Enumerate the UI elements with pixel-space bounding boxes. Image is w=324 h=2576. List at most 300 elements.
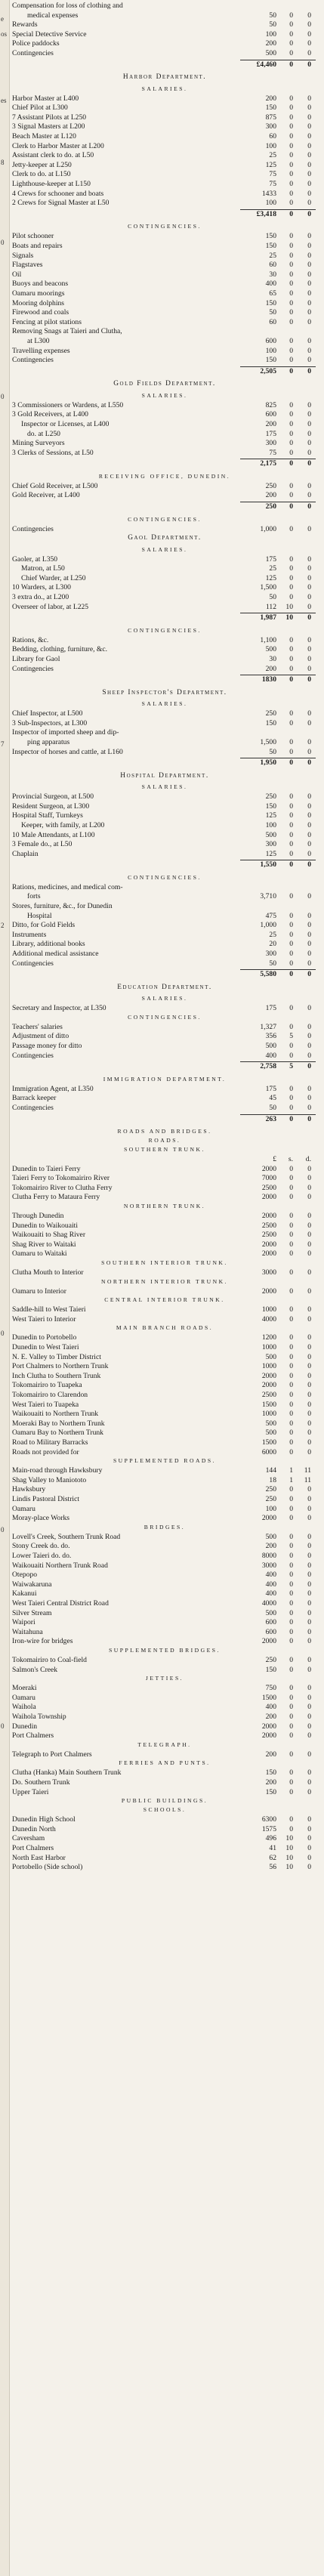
amount-pounds: 356	[265, 1032, 276, 1041]
amount-pence: 0	[307, 675, 311, 684]
amount-pence: 0	[307, 317, 311, 326]
row-description: 3 Commissioners or Wardens, at L550	[12, 400, 124, 409]
left-margin-gutter	[0, 0, 10, 2576]
row-description: Dunedin to Taieri Ferry	[12, 1164, 81, 1173]
subsection-heading: SALARIES.	[141, 85, 188, 92]
subsection-heading: SOUTHERN INTERIOR TRUNK.	[101, 1259, 228, 1266]
amount-pence: 0	[307, 1580, 311, 1589]
row-description: 3 Signal Masters at L200	[12, 122, 85, 131]
amount-pounds: 2500	[261, 1231, 276, 1240]
amount-pounds: 825	[265, 400, 276, 409]
amount-shillings: 0	[289, 820, 293, 829]
amount-pence: 0	[307, 1268, 311, 1277]
amount-shillings: 0	[289, 1824, 293, 1833]
section-heading: Education Department.	[117, 983, 212, 991]
amount-pence: 0	[307, 1381, 311, 1390]
row-description: Passage money for ditto	[12, 1042, 82, 1050]
amount-pence: 0	[307, 1094, 311, 1103]
amount-shillings: 0	[289, 1391, 293, 1399]
amount-pence: 0	[307, 1722, 311, 1731]
amount-pence: 0	[307, 270, 311, 279]
amount-pounds: 150	[265, 232, 276, 241]
amount-pounds: £	[273, 1155, 276, 1163]
amount-pounds: 250	[265, 792, 276, 802]
amount-pounds: 500	[265, 1419, 276, 1428]
amount-pounds: 200	[265, 419, 276, 428]
amount-pence: 0	[307, 1429, 311, 1438]
amount-pounds: 62	[269, 1853, 276, 1862]
row-description: Port Chalmers to Northern Trunk	[12, 1362, 109, 1371]
amount-shillings: 0	[289, 758, 293, 768]
amount-shillings: 0	[289, 122, 293, 131]
amount-pence: 0	[307, 709, 311, 718]
amount-pence: 0	[307, 1618, 311, 1627]
row-description: Contingencies	[12, 1103, 54, 1112]
row-description: Oamaru	[12, 1504, 35, 1513]
amount-pounds: 125	[265, 811, 276, 820]
amount-pence: 0	[307, 1183, 311, 1192]
row-description: Contingencies	[12, 1051, 54, 1060]
amount-pounds: 200	[265, 491, 276, 500]
amount-pence: 0	[307, 1249, 311, 1259]
row-description: Moray-place Works	[12, 1514, 70, 1523]
row-description: Boats and repairs	[12, 241, 63, 250]
row-description: Clutha Mouth to Interior	[12, 1268, 84, 1277]
row-description: Chief Gold Receiver, at L500	[12, 481, 98, 490]
amount-pence: 0	[307, 410, 311, 419]
amount-shillings: 0	[289, 429, 293, 438]
amount-pence: 0	[307, 29, 311, 39]
amount-shillings: 0	[289, 1542, 293, 1551]
amount-pounds: 8000	[261, 1552, 276, 1560]
row-description: 10 Male Attendants, at L100	[12, 830, 95, 839]
amount-shillings: 0	[289, 11, 293, 20]
amount-pounds: 50	[269, 11, 276, 20]
amount-pence: 0	[307, 1665, 311, 1674]
amount-pence: 0	[307, 251, 311, 260]
amount-pence: 0	[307, 261, 311, 270]
row-description: Silver Stream	[12, 1608, 52, 1617]
row-description: Iron-wire for bridges	[12, 1637, 73, 1646]
amount-pounds: 75	[269, 448, 276, 457]
row-description: Chief Inspector, at L500	[12, 709, 83, 718]
amount-shillings: 0	[289, 1305, 293, 1314]
row-description: 10 Warders, at L300	[12, 583, 71, 592]
amount-shillings: 0	[289, 1183, 293, 1192]
row-description: Beach Master at L120	[12, 132, 76, 141]
amount-pounds: 500	[265, 49, 276, 57]
amount-pounds: 500	[265, 1352, 276, 1361]
row-description: Waikouaiti Northern Trunk Road	[12, 1561, 108, 1570]
amount-pence: 0	[307, 1362, 311, 1371]
amount-shillings: 0	[289, 564, 293, 573]
amount-pence: 0	[307, 840, 311, 849]
row-description: Teachers' salaries	[12, 1022, 63, 1031]
amount-pence: 0	[307, 635, 311, 644]
amount-shillings: 0	[289, 1231, 293, 1240]
amount-pence: 0	[307, 1333, 311, 1342]
row-description: Upper Taieri	[12, 1787, 49, 1796]
amount-shillings: 0	[289, 346, 293, 355]
amount-pounds: 2,175	[260, 459, 276, 468]
amount-pence: 0	[307, 1410, 311, 1419]
row-description: 3 Female do., at L50	[12, 840, 73, 849]
amount-pence: 0	[307, 1286, 311, 1296]
amount-pounds: 6000	[261, 1447, 276, 1456]
amount-shillings: 0	[289, 141, 293, 150]
row-description: Waiwakaruna	[12, 1580, 52, 1589]
amount-pence: 0	[307, 1305, 311, 1314]
row-description: Hawksbury	[12, 1485, 46, 1494]
amount-pounds: 2000	[261, 1381, 276, 1390]
row-description: Waitahuna	[12, 1627, 43, 1636]
amount-pence: 0	[307, 1514, 311, 1523]
amount-pounds: 150	[265, 1768, 276, 1778]
row-description: Oamaru moorings	[12, 289, 65, 298]
amount-pence: 0	[307, 564, 311, 573]
amount-shillings: 0	[289, 1608, 293, 1617]
amount-pounds: 1500	[261, 1438, 276, 1447]
amount-shillings: 0	[289, 1589, 293, 1598]
amount-shillings: 0	[289, 840, 293, 849]
amount-pounds: 400	[265, 1571, 276, 1580]
amount-shillings: 0	[289, 400, 293, 409]
amount-pounds: 6300	[261, 1815, 276, 1824]
amount-pounds: 144	[265, 1466, 276, 1475]
amount-shillings: 0	[289, 940, 293, 949]
amount-pence: 0	[307, 1485, 311, 1494]
amount-shillings: 0	[289, 241, 293, 250]
amount-pounds: 300	[265, 840, 276, 849]
amount-pounds: 875	[265, 113, 276, 122]
amount-pence: 0	[307, 11, 311, 20]
amount-pounds: 150	[265, 718, 276, 727]
section-heading: Harbor Department.	[122, 73, 207, 82]
subsection-heading: CONTINGENCIES.	[128, 873, 202, 881]
amount-pounds: 3000	[261, 1268, 276, 1277]
amount-shillings: 0	[289, 261, 293, 270]
amount-pounds: 175	[265, 554, 276, 564]
amount-pounds: 175	[265, 429, 276, 438]
amount-pence: 0	[307, 950, 311, 958]
row-description: Pilot schooner	[12, 232, 54, 241]
amount-shillings: 0	[289, 1410, 293, 1419]
amount-pounds: 400	[265, 1703, 276, 1712]
amount-pence: 0	[307, 1103, 311, 1112]
amount-pounds: 500	[265, 1532, 276, 1541]
amount-shillings: 0	[289, 1571, 293, 1580]
amount-pence: 0	[307, 593, 311, 601]
amount-pence: 0	[307, 439, 311, 448]
amount-shillings: 0	[289, 1343, 293, 1351]
amount-pence: 0	[307, 820, 311, 829]
amount-shillings: 0	[289, 160, 293, 169]
amount-shillings: 0	[289, 654, 293, 663]
row-description: Waikouaiti to Shag River	[12, 1231, 86, 1240]
amount-shillings: 0	[289, 1514, 293, 1523]
row-description: Inch Clutha to Southern Trunk	[12, 1371, 101, 1380]
row-description: Buoys and beacons	[12, 280, 69, 289]
amount-shillings: 10	[285, 613, 293, 622]
amount-pence: 0	[307, 1495, 311, 1503]
amount-pounds: 60	[269, 261, 276, 270]
amount-pence: 0	[307, 1571, 311, 1580]
amount-pounds: 1,550	[260, 860, 276, 869]
amount-pounds: 1200	[261, 1333, 276, 1342]
amount-pounds: 500	[265, 1608, 276, 1617]
amount-shillings: 0	[289, 410, 293, 419]
amount-pounds: 200	[265, 39, 276, 48]
amount-pounds: 496	[265, 1834, 276, 1843]
row-description: Travelling expenses	[12, 346, 70, 355]
section-heading: Sheep Inspector's Department.	[102, 688, 227, 697]
row-description: Port Chalmers	[12, 1844, 54, 1852]
amount-pounds: 25	[269, 151, 276, 160]
amount-pence: 0	[307, 1062, 311, 1071]
row-description: Dunedin to Portobello	[12, 1333, 77, 1342]
amount-pence: 0	[307, 1853, 311, 1862]
amount-shillings: 0	[289, 1221, 293, 1230]
row-description: Stony Creek do. do.	[12, 1542, 70, 1551]
row-description: Inspector of imported sheep and dip-	[12, 728, 119, 737]
row-description: Oamaru	[12, 1693, 35, 1702]
amount-shillings: 0	[289, 180, 293, 188]
amount-shillings: 0	[289, 811, 293, 820]
amount-pence: 0	[307, 1768, 311, 1778]
amount-pence: 0	[307, 860, 311, 869]
row-description: Mining Surveyors	[12, 439, 65, 448]
amount-pounds: 2500	[261, 1391, 276, 1399]
amount-shillings: 0	[289, 1768, 293, 1778]
amount-pence: 0	[307, 1438, 311, 1447]
amount-shillings: 0	[289, 1637, 293, 1646]
amount-shillings: 0	[289, 199, 293, 208]
row-description: Waikouaiti to Northern Trunk	[12, 1410, 99, 1419]
amount-pence: 0	[307, 232, 311, 241]
row-description: N. E. Valley to Timber District	[12, 1352, 101, 1361]
amount-shillings: 0	[289, 645, 293, 654]
amount-pounds: £4,460	[256, 60, 276, 69]
amount-shillings: 10	[285, 1844, 293, 1852]
amount-shillings: 0	[289, 1713, 293, 1721]
amount-shillings: 0	[289, 1485, 293, 1494]
amount-pence: 0	[307, 718, 311, 727]
amount-pounds: 400	[265, 1051, 276, 1060]
amount-shillings: 0	[289, 189, 293, 198]
row-description: Caversham	[12, 1834, 45, 1843]
amount-shillings: 0	[289, 1447, 293, 1456]
amount-shillings: 0	[289, 792, 293, 802]
amount-pence: 0	[307, 1693, 311, 1702]
row-description: Waihola Township	[12, 1713, 66, 1721]
amount-pounds: 1,500	[260, 737, 276, 746]
amount-pence: 0	[307, 1032, 311, 1041]
amount-shillings: 0	[289, 1429, 293, 1438]
amount-pence: 0	[307, 366, 311, 375]
amount-shillings: 0	[289, 1249, 293, 1259]
amount-pounds: 175	[265, 1084, 276, 1093]
amount-pounds: 300	[265, 122, 276, 131]
amount-pence: 0	[307, 298, 311, 307]
amount-pounds: 56	[269, 1863, 276, 1872]
amount-pence: 0	[307, 1221, 311, 1230]
amount-pounds: 2000	[261, 1212, 276, 1220]
row-description: Dunedin High School	[12, 1815, 76, 1824]
amount-shillings: 0	[289, 356, 293, 365]
amount-shillings: 0	[289, 1268, 293, 1277]
amount-pence: 0	[307, 1022, 311, 1031]
amount-pence: 0	[307, 830, 311, 839]
amount-shillings: s.	[288, 1155, 293, 1163]
margin-fragment: 0	[1, 239, 5, 246]
subsection-heading: MAIN BRANCH ROADS.	[116, 1324, 214, 1332]
amount-pence: 0	[307, 141, 311, 150]
amount-pounds: 50	[269, 747, 276, 756]
margin-fragment: 0	[1, 1330, 5, 1337]
amount-pounds: 2000	[261, 1164, 276, 1173]
amount-pounds: 400	[265, 1589, 276, 1598]
amount-pence: 0	[307, 1608, 311, 1617]
amount-pence: 0	[307, 189, 311, 198]
row-description: Police paddocks	[12, 39, 60, 48]
row-description: Dunedin North	[12, 1824, 56, 1833]
amount-pounds: 600	[265, 1627, 276, 1636]
row-description: Moeraki Bay to Northern Trunk	[12, 1419, 105, 1428]
amount-pence: 0	[307, 1713, 311, 1721]
row-description: Do. Southern Trunk	[12, 1778, 70, 1787]
amount-pence: 0	[307, 419, 311, 428]
row-description: at L300	[27, 336, 50, 345]
row-description: Chaplain	[12, 849, 39, 858]
amount-pence: 0	[307, 132, 311, 141]
amount-shillings: 0	[289, 1094, 293, 1103]
row-description: Flagstaves	[12, 261, 43, 270]
amount-shillings: 1	[289, 1466, 293, 1475]
amount-shillings: 0	[289, 737, 293, 746]
amount-shillings: 0	[289, 1599, 293, 1608]
subsection-heading: SALARIES.	[141, 391, 188, 399]
row-description: Contingencies	[12, 49, 54, 57]
row-description: Lighthouse-keeper at L150	[12, 180, 91, 188]
amount-shillings: 0	[289, 1722, 293, 1731]
amount-pence: 0	[307, 1844, 311, 1852]
amount-pence: 0	[307, 1561, 311, 1570]
row-description: Kakanui	[12, 1589, 37, 1598]
subsection-heading: CONTINGENCIES.	[128, 223, 202, 230]
amount-pence: 0	[307, 429, 311, 438]
row-description: Additional medical assistance	[12, 950, 99, 958]
amount-pounds: 25	[269, 251, 276, 260]
subsection-heading: TELEGRAPH.	[137, 1740, 192, 1748]
amount-pence: 0	[307, 892, 311, 901]
row-description: Contingencies	[12, 356, 54, 365]
amount-pence: 0	[307, 103, 311, 113]
amount-shillings: 0	[289, 1286, 293, 1296]
amount-shillings: 0	[289, 1504, 293, 1513]
amount-pounds: 150	[265, 1787, 276, 1796]
amount-pence: 0	[307, 502, 311, 511]
subsection-heading: SALARIES.	[141, 545, 188, 553]
amount-pence: 0	[307, 1863, 311, 1872]
amount-pounds: 2000	[261, 1371, 276, 1380]
row-description: Otepopo	[12, 1571, 38, 1580]
amount-shillings: 0	[289, 113, 293, 122]
amount-pence: 0	[307, 241, 311, 250]
amount-shillings: 0	[289, 1022, 293, 1031]
subsection-heading: SALARIES.	[141, 783, 188, 791]
amount-pounds: 250	[265, 1495, 276, 1503]
amount-pounds: 200	[265, 1542, 276, 1551]
row-description: 4 Crews for schooner and boats	[12, 189, 104, 198]
amount-shillings: 0	[289, 1731, 293, 1740]
row-description: Shag River to Waitaki	[12, 1240, 76, 1249]
amount-pounds: 1,500	[260, 583, 276, 592]
amount-pence: 0	[307, 94, 311, 103]
amount-shillings: 0	[289, 289, 293, 298]
amount-pence: 0	[307, 602, 311, 611]
amount-pence: 0	[307, 921, 311, 930]
amount-pence: 0	[307, 346, 311, 355]
amount-pounds: 1000	[261, 1410, 276, 1419]
margin-fragment: 7	[1, 740, 5, 748]
subsection-heading: SALARIES.	[141, 995, 188, 1002]
row-description: Matron, at L50	[21, 564, 65, 573]
amount-pounds: 50	[269, 308, 276, 317]
amount-pence: 0	[307, 1174, 311, 1183]
margin-fragment: 0	[1, 393, 5, 400]
row-description: Oamaru to Waitaki	[12, 1249, 67, 1259]
row-description: Assistant clerk to do. at L50	[12, 151, 94, 160]
margin-fragment: 2	[1, 922, 5, 929]
amount-pounds: 250	[265, 1656, 276, 1664]
amount-shillings: 0	[289, 1352, 293, 1361]
amount-pounds: 500	[265, 1429, 276, 1438]
row-description: Harbor Master at L400	[12, 94, 79, 103]
amount-pence: 0	[307, 1703, 311, 1712]
row-description: Gaoler, at L350	[12, 554, 58, 564]
row-description: Hospital Staff, Turnkeys	[12, 811, 83, 820]
amount-shillings: 0	[289, 1174, 293, 1183]
amount-shillings: 0	[289, 459, 293, 468]
amount-shillings: 0	[289, 366, 293, 375]
amount-pence: 0	[307, 849, 311, 858]
amount-pounds: 100	[265, 1504, 276, 1513]
row-description: Oamaru Bay to Northern Trunk	[12, 1429, 103, 1438]
amount-pounds: 75	[269, 170, 276, 179]
row-description: Special Detective Service	[12, 29, 87, 39]
amount-pounds: 750	[265, 1684, 276, 1693]
amount-pounds: 2000	[261, 1722, 276, 1731]
amount-pence: 0	[307, 1343, 311, 1351]
amount-shillings: 0	[289, 1787, 293, 1796]
subsection-heading: NORTHERN INTERIOR TRUNK.	[100, 1277, 229, 1285]
amount-pence: 0	[307, 554, 311, 564]
amount-pounds: 1,100	[260, 635, 276, 644]
amount-pence: 0	[307, 1787, 311, 1796]
row-description: Taieri Ferry to Tokomairiro River	[12, 1174, 110, 1183]
row-description: Roads not provided for	[12, 1447, 79, 1456]
amount-pence: 0	[307, 802, 311, 811]
amount-pounds: 263	[265, 1114, 276, 1123]
amount-shillings: 0	[289, 419, 293, 428]
amount-pence: 0	[307, 1004, 311, 1013]
amount-pence: 0	[307, 1164, 311, 1173]
amount-pence: 0	[307, 1240, 311, 1249]
amount-shillings: 0	[289, 1703, 293, 1712]
amount-shillings: 5	[289, 1062, 293, 1071]
amount-shillings: 1	[289, 1475, 293, 1484]
row-description: Mooring dolphins	[12, 298, 65, 307]
